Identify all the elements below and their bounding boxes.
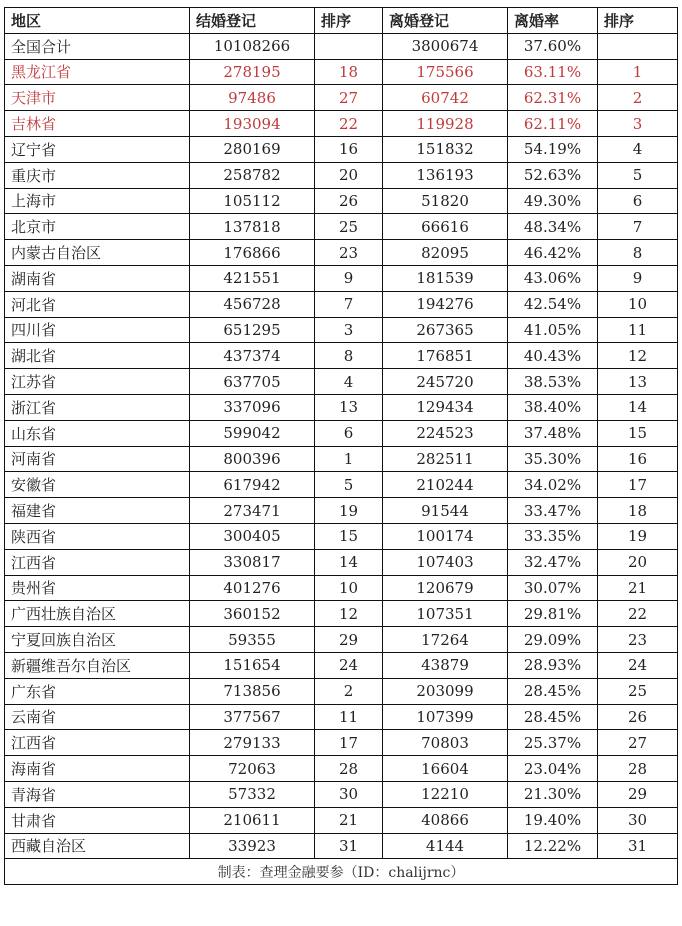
table-row [5, 756, 678, 782]
marriage-rank-cell: 27 [315, 85, 383, 111]
divorces-cell: 120679 [383, 575, 508, 601]
table-row [5, 446, 678, 472]
divorce-rate-cell: 29.81% [508, 601, 598, 627]
divorces-cell: 129434 [383, 394, 508, 420]
divorce-rate-cell: 21.30% [508, 781, 598, 807]
marriages-cell: 300405 [190, 523, 315, 549]
table-row [5, 781, 678, 807]
table-row [5, 704, 678, 730]
table-row [5, 627, 678, 653]
marriages-cell: 599042 [190, 420, 315, 446]
divorces-cell: 4144 [383, 833, 508, 859]
divorces-cell: 267365 [383, 317, 508, 343]
marriages-cell: 437374 [190, 343, 315, 369]
divorce-rate-cell: 62.31% [508, 85, 598, 111]
marriages-cell: 137818 [190, 214, 315, 240]
divorce-rate-cell: 40.43% [508, 343, 598, 369]
rate-rank-cell: 1 [598, 59, 678, 85]
marriages-cell: 360152 [190, 601, 315, 627]
divorces-cell: 282511 [383, 446, 508, 472]
divorces-cell: 16604 [383, 756, 508, 782]
region-cell: 四川省 [5, 317, 190, 343]
divorces-cell: 210244 [383, 472, 508, 498]
table-row [5, 317, 678, 343]
marriages-cell: 456728 [190, 291, 315, 317]
divorce-rate-cell: 28.45% [508, 704, 598, 730]
divorces-cell: 107351 [383, 601, 508, 627]
rate-rank-cell: 23 [598, 627, 678, 653]
rate-rank-cell: 18 [598, 498, 678, 524]
divorce-rate-cell: 42.54% [508, 291, 598, 317]
divorces-cell: 107399 [383, 704, 508, 730]
header-region: 地区 [5, 8, 190, 34]
table-source-note: 制表：查理金融要参（ID：chalijrnc） [5, 859, 678, 885]
rate-rank-cell: 13 [598, 369, 678, 395]
rate-rank-cell: 28 [598, 756, 678, 782]
table-row [5, 136, 678, 162]
rate-rank-cell: 24 [598, 652, 678, 678]
marriages-cell: 193094 [190, 111, 315, 137]
region-cell: 吉林省 [5, 111, 190, 137]
marriages-cell: 377567 [190, 704, 315, 730]
region-cell: 福建省 [5, 498, 190, 524]
table-row [5, 291, 678, 317]
divorce-rate-cell: 25.37% [508, 730, 598, 756]
region-cell: 甘肃省 [5, 807, 190, 833]
marriages-cell: 279133 [190, 730, 315, 756]
region-cell: 湖北省 [5, 343, 190, 369]
divorces-cell: 107403 [383, 549, 508, 575]
marriages-cell: 258782 [190, 162, 315, 188]
table-row [5, 162, 678, 188]
divorces-cell: 60742 [383, 85, 508, 111]
region-cell: 江西省 [5, 549, 190, 575]
rate-rank-cell: 21 [598, 575, 678, 601]
header-row [5, 8, 678, 34]
divorces-cell: 100174 [383, 523, 508, 549]
divorces-cell: 51820 [383, 188, 508, 214]
marriages-cell: 57332 [190, 781, 315, 807]
marriage-rank-cell: 24 [315, 652, 383, 678]
marriage-rank-cell: 1 [315, 446, 383, 472]
header-divorce-rate: 离婚率 [508, 8, 598, 34]
marriages-cell: 10108266 [190, 33, 315, 59]
marriages-cell: 800396 [190, 446, 315, 472]
divorce-rate-cell: 28.45% [508, 678, 598, 704]
marriages-cell: 713856 [190, 678, 315, 704]
marriage-rank-cell: 30 [315, 781, 383, 807]
rate-rank-cell: 31 [598, 833, 678, 859]
rate-rank-cell: 15 [598, 420, 678, 446]
divorces-cell: 82095 [383, 240, 508, 266]
table-row [5, 601, 678, 627]
table-row [5, 833, 678, 859]
rate-rank-cell: 22 [598, 601, 678, 627]
table-row [5, 214, 678, 240]
table-row [5, 111, 678, 137]
divorces-cell: 175566 [383, 59, 508, 85]
table-row [5, 394, 678, 420]
marriages-cell: 59355 [190, 627, 315, 653]
divorces-cell: 176851 [383, 343, 508, 369]
rate-rank-cell: 20 [598, 549, 678, 575]
rate-rank-cell: 5 [598, 162, 678, 188]
table-row [5, 343, 678, 369]
marriage-rank-cell: 2 [315, 678, 383, 704]
rate-rank-cell: 12 [598, 343, 678, 369]
region-cell: 内蒙古自治区 [5, 240, 190, 266]
marriages-cell: 337096 [190, 394, 315, 420]
region-cell: 湖南省 [5, 265, 190, 291]
rate-rank-cell: 25 [598, 678, 678, 704]
marriages-cell: 330817 [190, 549, 315, 575]
region-cell: 北京市 [5, 214, 190, 240]
rate-rank-cell: 10 [598, 291, 678, 317]
divorce-rate-cell: 38.40% [508, 394, 598, 420]
divorce-rate-cell: 43.06% [508, 265, 598, 291]
marriage-rank-cell: 5 [315, 472, 383, 498]
divorce-rate-cell: 54.19% [508, 136, 598, 162]
marriages-cell: 617942 [190, 472, 315, 498]
region-cell: 上海市 [5, 188, 190, 214]
marriage-rank-cell: 3 [315, 317, 383, 343]
rate-rank-cell: 3 [598, 111, 678, 137]
region-cell: 全国合计 [5, 33, 190, 59]
table-row [5, 369, 678, 395]
region-cell: 河北省 [5, 291, 190, 317]
rate-rank-cell: 14 [598, 394, 678, 420]
table-row [5, 265, 678, 291]
marriages-cell: 151654 [190, 652, 315, 678]
table-row [5, 575, 678, 601]
divorces-cell: 203099 [383, 678, 508, 704]
region-cell: 广西壮族自治区 [5, 601, 190, 627]
marriage-rank-cell: 25 [315, 214, 383, 240]
marriage-rank-cell: 31 [315, 833, 383, 859]
marriage-rank-cell [315, 33, 383, 59]
marriage-rank-cell: 26 [315, 188, 383, 214]
divorces-cell: 224523 [383, 420, 508, 446]
marriages-cell: 105112 [190, 188, 315, 214]
divorces-cell: 136193 [383, 162, 508, 188]
table-row [5, 678, 678, 704]
marriage-rank-cell: 12 [315, 601, 383, 627]
table-row [5, 33, 678, 59]
marriages-cell: 72063 [190, 756, 315, 782]
divorce-rate-cell: 41.05% [508, 317, 598, 343]
marriages-cell: 273471 [190, 498, 315, 524]
divorce-rate-cell: 38.53% [508, 369, 598, 395]
region-cell: 新疆维吾尔自治区 [5, 652, 190, 678]
rate-rank-cell: 27 [598, 730, 678, 756]
table-row [5, 498, 678, 524]
rate-rank-cell: 4 [598, 136, 678, 162]
rate-rank-cell: 9 [598, 265, 678, 291]
rate-rank-cell: 11 [598, 317, 678, 343]
divorce-rate-cell: 33.47% [508, 498, 598, 524]
divorce-rate-cell: 19.40% [508, 807, 598, 833]
header-divorces: 离婚登记 [383, 8, 508, 34]
region-cell: 河南省 [5, 446, 190, 472]
table-row [5, 472, 678, 498]
header-rate-rank: 排序 [598, 8, 678, 34]
divorce-rate-cell: 32.47% [508, 549, 598, 575]
region-cell: 辽宁省 [5, 136, 190, 162]
region-cell: 浙江省 [5, 394, 190, 420]
marriages-cell: 421551 [190, 265, 315, 291]
divorces-cell: 12210 [383, 781, 508, 807]
marriage-rank-cell: 19 [315, 498, 383, 524]
divorces-cell: 66616 [383, 214, 508, 240]
divorces-cell: 119928 [383, 111, 508, 137]
rate-rank-cell: 8 [598, 240, 678, 266]
region-cell: 陕西省 [5, 523, 190, 549]
marriage-rank-cell: 6 [315, 420, 383, 446]
rate-rank-cell: 26 [598, 704, 678, 730]
rate-rank-cell [598, 33, 678, 59]
marriages-cell: 176866 [190, 240, 315, 266]
table-row [5, 523, 678, 549]
divorce-rate-cell: 37.48% [508, 420, 598, 446]
region-cell: 江西省 [5, 730, 190, 756]
table-row [5, 59, 678, 85]
marriage-rank-cell: 16 [315, 136, 383, 162]
marriage-rank-cell: 13 [315, 394, 383, 420]
marriage-rank-cell: 10 [315, 575, 383, 601]
table-row [5, 240, 678, 266]
divorce-rate-cell: 63.11% [508, 59, 598, 85]
marriage-rank-cell: 21 [315, 807, 383, 833]
divorce-rate-cell: 29.09% [508, 627, 598, 653]
table-row [5, 420, 678, 446]
marriage-rank-cell: 29 [315, 627, 383, 653]
divorces-cell: 245720 [383, 369, 508, 395]
marriages-cell: 280169 [190, 136, 315, 162]
marriage-rank-cell: 23 [315, 240, 383, 266]
table-row [5, 730, 678, 756]
marriages-cell: 97486 [190, 85, 315, 111]
region-cell: 黑龙江省 [5, 59, 190, 85]
region-cell: 宁夏回族自治区 [5, 627, 190, 653]
marriages-cell: 637705 [190, 369, 315, 395]
marriage-rank-cell: 22 [315, 111, 383, 137]
rate-rank-cell: 30 [598, 807, 678, 833]
region-cell: 广东省 [5, 678, 190, 704]
footer-row [5, 859, 678, 885]
divorce-rate-cell: 49.30% [508, 188, 598, 214]
rate-rank-cell: 2 [598, 85, 678, 111]
marriage-rank-cell: 11 [315, 704, 383, 730]
region-cell: 云南省 [5, 704, 190, 730]
rate-rank-cell: 29 [598, 781, 678, 807]
marriage-divorce-table [4, 7, 678, 885]
rate-rank-cell: 6 [598, 188, 678, 214]
table-row [5, 549, 678, 575]
table-row [5, 188, 678, 214]
divorces-cell: 43879 [383, 652, 508, 678]
marriages-cell: 33923 [190, 833, 315, 859]
divorces-cell: 151832 [383, 136, 508, 162]
marriage-rank-cell: 17 [315, 730, 383, 756]
region-cell: 青海省 [5, 781, 190, 807]
region-cell: 天津市 [5, 85, 190, 111]
region-cell: 海南省 [5, 756, 190, 782]
marriages-cell: 278195 [190, 59, 315, 85]
marriage-rank-cell: 28 [315, 756, 383, 782]
divorce-rate-cell: 35.30% [508, 446, 598, 472]
divorce-rate-cell: 33.35% [508, 523, 598, 549]
marriage-rank-cell: 15 [315, 523, 383, 549]
divorce-rate-cell: 48.34% [508, 214, 598, 240]
divorces-cell: 181539 [383, 265, 508, 291]
divorces-cell: 40866 [383, 807, 508, 833]
divorce-rate-cell: 34.02% [508, 472, 598, 498]
divorce-rate-cell: 62.11% [508, 111, 598, 137]
divorce-rate-cell: 37.60% [508, 33, 598, 59]
region-cell: 江苏省 [5, 369, 190, 395]
marriage-rank-cell: 7 [315, 291, 383, 317]
divorce-rate-cell: 46.42% [508, 240, 598, 266]
rate-rank-cell: 16 [598, 446, 678, 472]
region-cell: 山东省 [5, 420, 190, 446]
divorce-rate-cell: 30.07% [508, 575, 598, 601]
divorces-cell: 91544 [383, 498, 508, 524]
marriage-rank-cell: 18 [315, 59, 383, 85]
rate-rank-cell: 17 [598, 472, 678, 498]
divorce-rate-cell: 28.93% [508, 652, 598, 678]
marriage-rank-cell: 8 [315, 343, 383, 369]
rate-rank-cell: 19 [598, 523, 678, 549]
marriages-cell: 651295 [190, 317, 315, 343]
divorce-rate-cell: 52.63% [508, 162, 598, 188]
divorce-rate-cell: 12.22% [508, 833, 598, 859]
table-row [5, 85, 678, 111]
marriage-rank-cell: 4 [315, 369, 383, 395]
divorces-cell: 70803 [383, 730, 508, 756]
marriage-rank-cell: 9 [315, 265, 383, 291]
rate-rank-cell: 7 [598, 214, 678, 240]
marriage-rank-cell: 14 [315, 549, 383, 575]
marriages-cell: 401276 [190, 575, 315, 601]
divorce-rate-cell: 23.04% [508, 756, 598, 782]
region-cell: 安徽省 [5, 472, 190, 498]
marriage-rank-cell: 20 [315, 162, 383, 188]
divorces-cell: 17264 [383, 627, 508, 653]
divorces-cell: 3800674 [383, 33, 508, 59]
table-row [5, 652, 678, 678]
region-cell: 重庆市 [5, 162, 190, 188]
region-cell: 贵州省 [5, 575, 190, 601]
header-marriages: 结婚登记 [190, 8, 315, 34]
marriages-cell: 210611 [190, 807, 315, 833]
header-marriage-rank: 排序 [315, 8, 383, 34]
divorces-cell: 194276 [383, 291, 508, 317]
region-cell: 西藏自治区 [5, 833, 190, 859]
table-row [5, 807, 678, 833]
